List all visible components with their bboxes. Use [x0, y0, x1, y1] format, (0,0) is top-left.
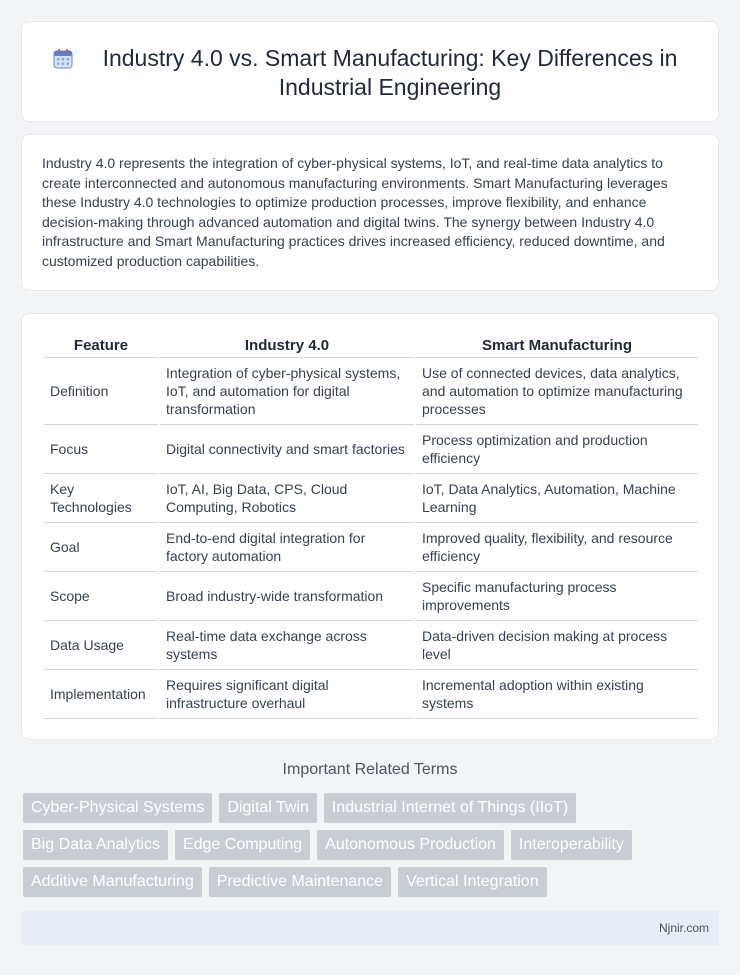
page-title: Industry 4.0 vs. Smart Manufacturing: Key Differences in Industrial Engineering	[102, 45, 678, 100]
tag-edge-computing[interactable]: Edge Computing	[175, 830, 310, 860]
table-row	[44, 474, 698, 523]
title-card	[21, 21, 719, 122]
footer	[21, 911, 719, 945]
smart-manufacturing-cell: Use of connected devices, data analytics, and automation to optimize manufacturing processes	[416, 358, 698, 425]
industry-4-0-cell: Real-time data exchange across systems	[160, 621, 414, 670]
tag-row	[23, 793, 713, 823]
related-terms-heading: Important Related Terms	[282, 761, 458, 778]
feature-cell: Implementation	[44, 670, 158, 719]
industry-4-0-cell: End-to-end digital integration for factory automation	[160, 523, 414, 572]
feature-cell: Focus	[44, 425, 158, 474]
industry-4-0-cell: Broad industry-wide transformation	[160, 572, 414, 621]
feature-cell: Scope	[44, 572, 158, 621]
table-row	[44, 670, 698, 719]
summary-paragraph: Industry 4.0 represents the integration of cyber-physical systems, IoT, and real-time data analytics to create interconnected and autonomous manufacturing environments. Smart Manufacturing leverages these Industry 4.0 technologies to optimize production processes, improve flexibility, and enhance decision-making through advanced automation and digital twins. The synergy between Industry 4.0 infrastructure and Smart Manufacturing practices drives increased efficiency, reduced downtime, and customized production capabilities.	[42, 155, 668, 269]
footer-site-link[interactable]: Njnir.com	[658, 921, 709, 935]
tag-vertical-integration[interactable]: Vertical Integration	[398, 867, 547, 897]
table-row	[44, 358, 698, 425]
tag-interoperability[interactable]: Interoperability	[511, 830, 632, 860]
column-header-feature: Feature	[44, 334, 158, 358]
table-row	[44, 425, 698, 474]
summary-card	[21, 134, 719, 291]
tag-additive-manufacturing[interactable]: Additive Manufacturing	[23, 867, 202, 897]
related-terms-list	[23, 793, 713, 904]
industry-4-0-cell: Integration of cyber-physical systems, IoT, and automation for digital transformation	[160, 358, 414, 425]
smart-manufacturing-cell: IoT, Data Analytics, Automation, Machine Learning	[416, 474, 698, 523]
comparison-table	[42, 334, 700, 719]
comparison-card	[21, 313, 719, 740]
smart-manufacturing-cell: Specific manufacturing process improvements	[416, 572, 698, 621]
table-row	[44, 621, 698, 670]
tag-autonomous-production[interactable]: Autonomous Production	[317, 830, 504, 860]
tag-big-data-analytics[interactable]: Big Data Analytics	[23, 830, 168, 860]
tag-row	[23, 830, 713, 860]
industry-4-0-cell: Digital connectivity and smart factories	[160, 425, 414, 474]
tag-row	[23, 867, 713, 897]
tag-industrial-internet-of-things[interactable]: Industrial Internet of Things (IIoT)	[324, 793, 576, 823]
smart-manufacturing-cell: Data-driven decision making at process level	[416, 621, 698, 670]
tag-digital-twin[interactable]: Digital Twin	[219, 793, 317, 823]
smart-manufacturing-cell: Incremental adoption within existing systems	[416, 670, 698, 719]
industry-4-0-cell: IoT, AI, Big Data, CPS, Cloud Computing, Robotics	[160, 474, 414, 523]
smart-manufacturing-cell: Improved quality, flexibility, and resource efficiency	[416, 523, 698, 572]
tag-predictive-maintenance[interactable]: Predictive Maintenance	[209, 867, 391, 897]
column-header-industry-4-0: Industry 4.0	[160, 334, 414, 358]
feature-cell: Data Usage	[44, 621, 158, 670]
table-header-row	[44, 334, 698, 358]
tag-cyber-physical-systems[interactable]: Cyber-Physical Systems	[23, 793, 212, 823]
industry-4-0-cell: Requires significant digital infrastructure overhaul	[160, 670, 414, 719]
feature-cell: Definition	[44, 358, 158, 425]
feature-cell: Key Technologies	[44, 474, 158, 523]
table-row	[44, 572, 698, 621]
column-header-smart-manufacturing: Smart Manufacturing	[416, 334, 698, 358]
table-row	[44, 523, 698, 572]
smart-manufacturing-cell: Process optimization and production efficiency	[416, 425, 698, 474]
feature-cell: Goal	[44, 523, 158, 572]
